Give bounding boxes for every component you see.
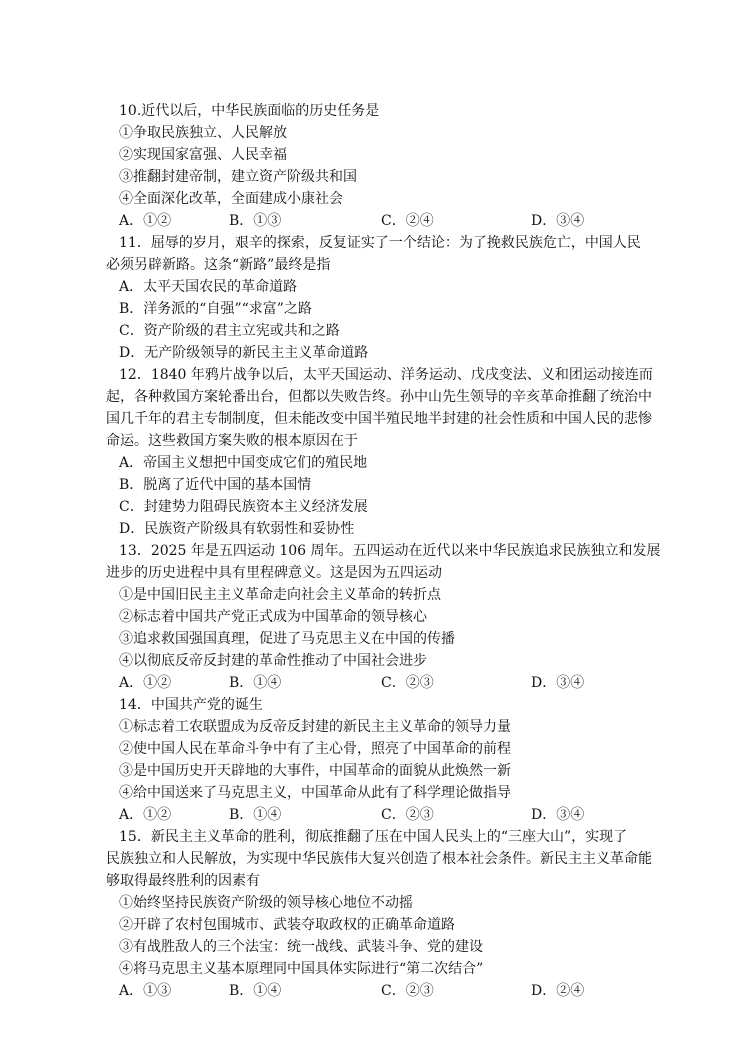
- option-b: B．①④: [229, 983, 282, 999]
- option-c: C．②③: [381, 983, 434, 999]
- option-a: A．①②: [119, 675, 172, 691]
- question-stem-continued: 民族独立和人民解放，为实现中华民族伟大复兴创造了根本社会条件。新民主主义革命能: [106, 851, 652, 867]
- option-a: A．①②: [119, 213, 172, 229]
- statement-item: ④全面深化改革，全面建成小康社会: [119, 191, 343, 207]
- question-10: [106, 100, 646, 232]
- answer-options: [106, 672, 646, 694]
- statement-item: ③推翻封建帝制，建立资产阶级共和国: [119, 169, 357, 185]
- statement-item: ③是中国历史开天辟地的大事件，中国革命的面貌从此焕然一新: [119, 763, 511, 779]
- question-list: [106, 100, 661, 1002]
- answer-options: [106, 980, 646, 1002]
- statement-item: ①是中国旧民主主义革命走向社会主义革命的转折点: [119, 587, 441, 603]
- question-stem: 13．2025 年是五四运动 106 周年。五四运动在近代以来中华民族追求民族独立和发展: [119, 543, 661, 559]
- statement-item: ④给中国送来了马克思主义，中国革命从此有了科学理论做指导: [119, 785, 511, 801]
- choice-c: C．资产阶级的君主立宪或共和之路: [119, 323, 340, 339]
- statement-item: ④将马克思主义基本原理同中国具体实际进行“第二次结合”: [119, 961, 484, 977]
- option-b: B．①③: [229, 213, 282, 229]
- question-14: [106, 694, 646, 826]
- question-stem: 15．新民主主义革命的胜利，彻底推翻了压在中国人民头上的“三座大山”，实现了: [119, 829, 628, 845]
- choice-b: B．脱离了近代中国的基本国情: [119, 477, 312, 493]
- question-stem: 12．1840 年鸦片战争以后，太平天国运动、洋务运动、戊戌变法、义和团运动接连而: [119, 367, 653, 383]
- statement-item: ③追求救国强国真理，促进了马克思主义在中国的传播: [119, 631, 455, 647]
- answer-options: [106, 804, 646, 826]
- question-15: [106, 826, 652, 1002]
- question-stem-continued: 国几千年的君主专制制度，但未能改变中国半殖民地半封建的社会性质和中国人民的悲惨: [106, 411, 652, 427]
- statement-item: ②使中国人民在革命斗争中有了主心骨，照亮了中国革命的前程: [119, 741, 511, 757]
- question-stem: 10.近代以后，中华民族面临的历史任务是: [119, 103, 380, 119]
- statement-item: ①标志着工农联盟成为反帝反封建的新民主主义革命的领导力量: [119, 719, 511, 735]
- choice-d: D．无产阶级领导的新民主主义革命道路: [119, 345, 369, 361]
- statement-item: ④以彻底反帝反封建的革命性推动了中国社会进步: [119, 653, 427, 669]
- choice-a: A．太平天国农民的革命道路: [119, 279, 298, 295]
- option-d: D．③④: [531, 807, 585, 823]
- statement-item: ②标志着中国共产党正式成为中国革命的领导核心: [119, 609, 427, 625]
- option-c: C．②③: [381, 807, 434, 823]
- choice-d: D．民族资产阶级具有软弱性和妥协性: [119, 521, 355, 537]
- statement-item: ③有战胜敌人的三个法宝：统一战线、武装斗争、党的建设: [119, 939, 483, 955]
- question-11: [106, 232, 646, 364]
- question-stem-continued: 进步的历史进程中具有里程碑意义。这是因为五四运动: [106, 565, 442, 581]
- question-stem-continued: 必须另辟新路。这条“新路”最终是指: [106, 257, 331, 273]
- question-12: [106, 364, 653, 540]
- question-stem: 14．中国共产党的诞生: [119, 697, 263, 713]
- option-c: C．②③: [381, 675, 434, 691]
- option-d: D．③④: [531, 675, 585, 691]
- question-stem-continued: 够取得最终胜利的因素有: [106, 873, 260, 889]
- option-d: D．②④: [531, 983, 585, 999]
- option-b: B．①④: [229, 807, 282, 823]
- question-stem-continued: 起，各种救国方案轮番出台，但都以失败告终。孙中山先生领导的辛亥革命推翻了统治中: [106, 389, 652, 405]
- question-13: [106, 540, 661, 694]
- option-b: B．①④: [229, 675, 282, 691]
- option-d: D．③④: [531, 213, 585, 229]
- statement-item: ②开辟了农村包围城市、武装夺取政权的正确革命道路: [119, 917, 455, 933]
- statement-item: ①争取民族独立、人民解放: [119, 125, 287, 141]
- question-stem-continued: 命运。这些救国方案失败的根本原因在于: [106, 433, 358, 449]
- option-a: A．①②: [119, 807, 172, 823]
- option-c: C．②④: [381, 213, 434, 229]
- statement-item: ②实现国家富强、人民幸福: [119, 147, 287, 163]
- question-stem: 11．屈辱的岁月，艰辛的探索，反复证实了一个结论：为了挽救民族危亡，中国人民: [119, 235, 641, 251]
- choice-c: C．封建势力阻碍民族资本主义经济发展: [119, 499, 368, 515]
- statement-item: ①始终坚持民族资产阶级的领导核心地位不动摇: [119, 895, 413, 911]
- choice-a: A．帝国主义想把中国变成它们的殖民地: [119, 455, 368, 471]
- answer-options: [106, 210, 646, 232]
- choice-b: B．洋务派的“自强”“求富”之路: [119, 301, 312, 317]
- option-a: A．①③: [119, 983, 172, 999]
